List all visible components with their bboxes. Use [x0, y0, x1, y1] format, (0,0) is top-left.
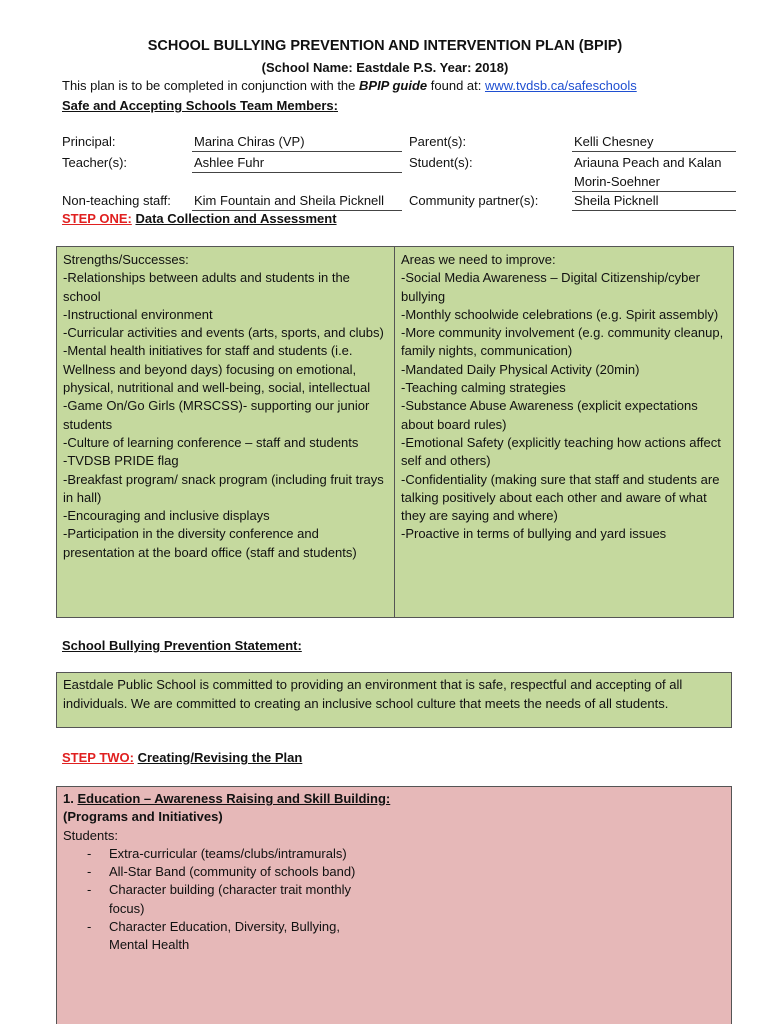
improve-item: -Confidentiality (making sure that staff and students are talking positively about each other and aware of what they are saying and where): [401, 471, 720, 524]
parents-value: Kelli Chesney: [572, 132, 736, 152]
strengths-item: -Curricular activities and events (arts, sports, and clubs): [63, 325, 384, 341]
step-two-title: Creating/Revising the Plan: [137, 750, 303, 765]
intro-prefix: This plan is to be completed in conjunction with the: [62, 78, 360, 93]
step-one-heading: [62, 211, 337, 226]
bpip-guide-text: BPIP guide: [359, 78, 428, 93]
nonteaching-label: Non-teaching staff:: [62, 193, 171, 208]
education-box: [56, 786, 732, 1024]
strengths-item: -Culture of learning conference – staff and students: [63, 434, 359, 450]
improve-item: Areas we need to improve:: [401, 252, 556, 267]
team-heading-text: Safe and Accepting Schools Team Members: [62, 98, 334, 113]
strengths-item: -Instructional environment: [63, 306, 213, 322]
team-heading-colon: :: [333, 98, 338, 113]
community-label: Community partner(s):: [409, 193, 539, 208]
teachers-value: Ashlee Fuhr: [192, 153, 402, 173]
list-item: - Character building (character trait monthly focus): [63, 881, 371, 918]
teachers-label: Teacher(s):: [62, 155, 128, 170]
step-two-label: STEP TWO:: [62, 750, 134, 765]
education-list: [63, 845, 725, 955]
list-item: - Extra-curricular (teams/clubs/intramurals): [63, 845, 371, 863]
strengths-item: -Game On/Go Girls (MRSCSS)- supporting our junior students: [63, 398, 370, 432]
section-title: Education – Awareness Raising and Skill Building:: [77, 791, 391, 806]
strengths-item: -Relationships between adults and students in the school: [63, 270, 350, 304]
section-subtitle: (Programs and Initiatives): [63, 809, 223, 825]
strengths-item: -Mental health initiatives for staff and students (i.e. Wellness and beyond days) focusing on emotional, physical, nutritional and well-being, social, intellectual: [63, 343, 371, 396]
strengths-column: [57, 247, 395, 617]
improve-item: -More community involvement (e.g. community cleanup, family nights, communication): [401, 325, 724, 359]
strengths-item: -Participation in the diversity conference and presentation at the board office (staff and students): [63, 526, 357, 560]
step-one-title: Data Collection and Assessment: [135, 211, 337, 226]
list-item: - All-Star Band (community of schools band): [63, 863, 371, 881]
nonteaching-value: Kim Fountain and Sheila Picknell: [192, 191, 402, 211]
assessment-table: [56, 246, 734, 618]
document-subtitle: (School Name: Eastdale P.S. Year: 2018): [261, 60, 509, 75]
strengths-item: Strengths/Successes:: [63, 252, 189, 267]
strengths-item: -TVDSB PRIDE flag: [63, 453, 179, 469]
document-title: SCHOOL BULLYING PREVENTION AND INTERVENTION PLAN (BPIP): [147, 38, 623, 54]
step-two-heading: [62, 750, 302, 765]
step-one-label: STEP ONE:: [62, 211, 132, 226]
statement-heading: School Bullying Prevention Statement:: [62, 638, 302, 653]
safeschools-link[interactable]: www.tvdsb.ca/safeschools: [484, 78, 637, 93]
team-heading: [62, 98, 338, 113]
list-item: - Character Education, Diversity, Bullying, Mental Health: [63, 918, 371, 955]
intro-text: [62, 78, 637, 93]
principal-label: Principal:: [62, 134, 116, 149]
improve-item: -Social Media Awareness – Digital Citizenship/cyber bullying: [401, 270, 700, 304]
community-value: Sheila Picknell: [572, 191, 736, 211]
statement-box: Eastdale Public School is committed to providing an environment that is safe, respectful and accepting of all individuals. We are committed to creating an inclusive school culture that meets the needs of all students.: [56, 672, 732, 728]
improve-item: -Mandated Daily Physical Activity (20min): [401, 361, 640, 377]
improve-item: -Teaching calming strategies: [401, 380, 566, 396]
parents-label: Parent(s):: [409, 134, 467, 149]
intro-mid: found at:: [427, 78, 485, 93]
improve-item: -Monthly schoolwide celebrations (e.g. Spirit assembly): [401, 306, 719, 322]
improve-column: [395, 247, 733, 617]
improve-item: -Emotional Safety (explicitly teaching how actions affect self and others): [401, 434, 721, 469]
students-sublabel: Students:: [63, 827, 118, 843]
improve-item: -Substance Abuse Awareness (explicit expectations about board rules): [401, 398, 698, 432]
education-heading: [63, 790, 725, 808]
students-label: Student(s):: [409, 155, 473, 170]
section-number: 1.: [63, 791, 78, 806]
strengths-item: -Breakfast program/ snack program (including fruit trays in hall): [63, 471, 384, 505]
students-value: Ariauna Peach and Kalan Morin-Soehner: [572, 153, 736, 192]
improve-item: -Proactive in terms of bullying and yard issues: [401, 526, 667, 542]
principal-value: Marina Chiras (VP): [192, 132, 402, 152]
strengths-item: -Encouraging and inclusive displays: [63, 508, 270, 524]
